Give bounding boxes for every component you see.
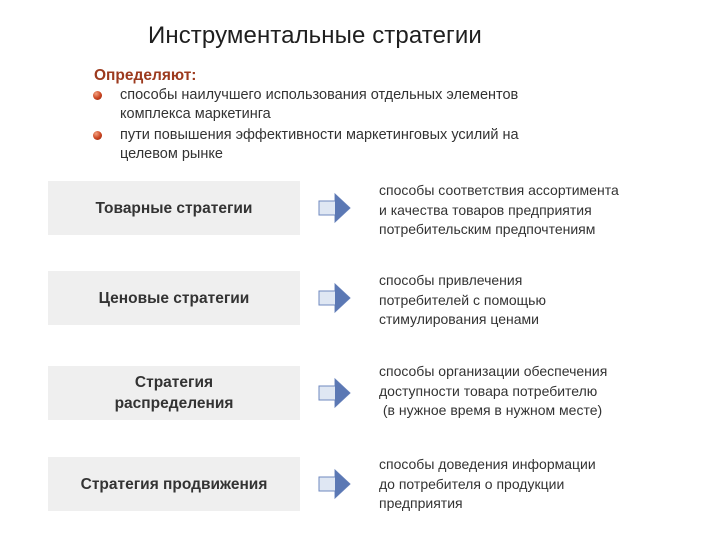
description-line: и качества товаров предприятия xyxy=(379,201,592,218)
strategy-label: Товарные стратегии xyxy=(95,199,253,217)
description-line: потребительским предпочтениям xyxy=(379,221,596,237)
description-line: до потребителя о продукции xyxy=(379,475,565,492)
strategy-description xyxy=(379,271,669,330)
description-line: доступности товара потребителю xyxy=(379,382,598,399)
bullet-text-line: целевом рынке xyxy=(120,146,223,162)
strategy-box-distribution xyxy=(48,366,300,420)
strategy-box-product xyxy=(48,181,300,235)
bullet-dot-icon xyxy=(93,91,102,100)
intro-bullet xyxy=(92,86,572,124)
description-line: предприятия xyxy=(379,495,463,511)
description-line: (в нужное время в нужном месте) xyxy=(379,402,603,418)
strategy-description xyxy=(379,455,669,514)
intro-bullet-list xyxy=(92,86,572,165)
description-line: способы соответствия ассортимента xyxy=(379,182,619,198)
strategy-description xyxy=(379,362,669,421)
page-title: Инструментальные стратегии xyxy=(148,22,482,49)
strategy-row-promotion xyxy=(48,457,668,511)
description-line: стимулирования ценами xyxy=(379,311,539,327)
bullet-dot-icon xyxy=(93,131,102,140)
bullet-text-line: способы наилучшего использования отдельных элементов xyxy=(120,87,519,103)
strategy-box-promotion xyxy=(48,457,300,511)
bullet-text-line: пути повышения эффективности маркетинговых усилий на xyxy=(120,127,519,143)
description-line: способы привлечения xyxy=(379,272,523,288)
intro-bullet xyxy=(92,126,572,164)
strategy-description xyxy=(379,181,669,240)
strategy-label: Стратегия xyxy=(134,374,214,391)
right-arrow-icon xyxy=(318,282,352,314)
bullet-text-line: комплекса маркетинга xyxy=(120,106,271,122)
strategy-label: Ценовые стратегии xyxy=(98,289,250,307)
strategy-row-price xyxy=(48,271,668,325)
strategy-box-price xyxy=(48,271,300,325)
intro-heading: Определяют: xyxy=(94,67,197,84)
right-arrow-icon xyxy=(318,377,352,409)
description-line: потребителей с помощью xyxy=(379,291,546,308)
strategy-row-product xyxy=(48,181,668,235)
strategy-label: Стратегия продвижения xyxy=(80,475,268,493)
description-line: способы организации обеспечения xyxy=(379,363,608,379)
strategy-row-distribution xyxy=(48,363,668,420)
right-arrow-icon xyxy=(318,468,352,500)
strategy-label: распределения xyxy=(114,395,234,412)
right-arrow-icon xyxy=(318,192,352,224)
description-line: способы доведения информации xyxy=(379,456,596,472)
